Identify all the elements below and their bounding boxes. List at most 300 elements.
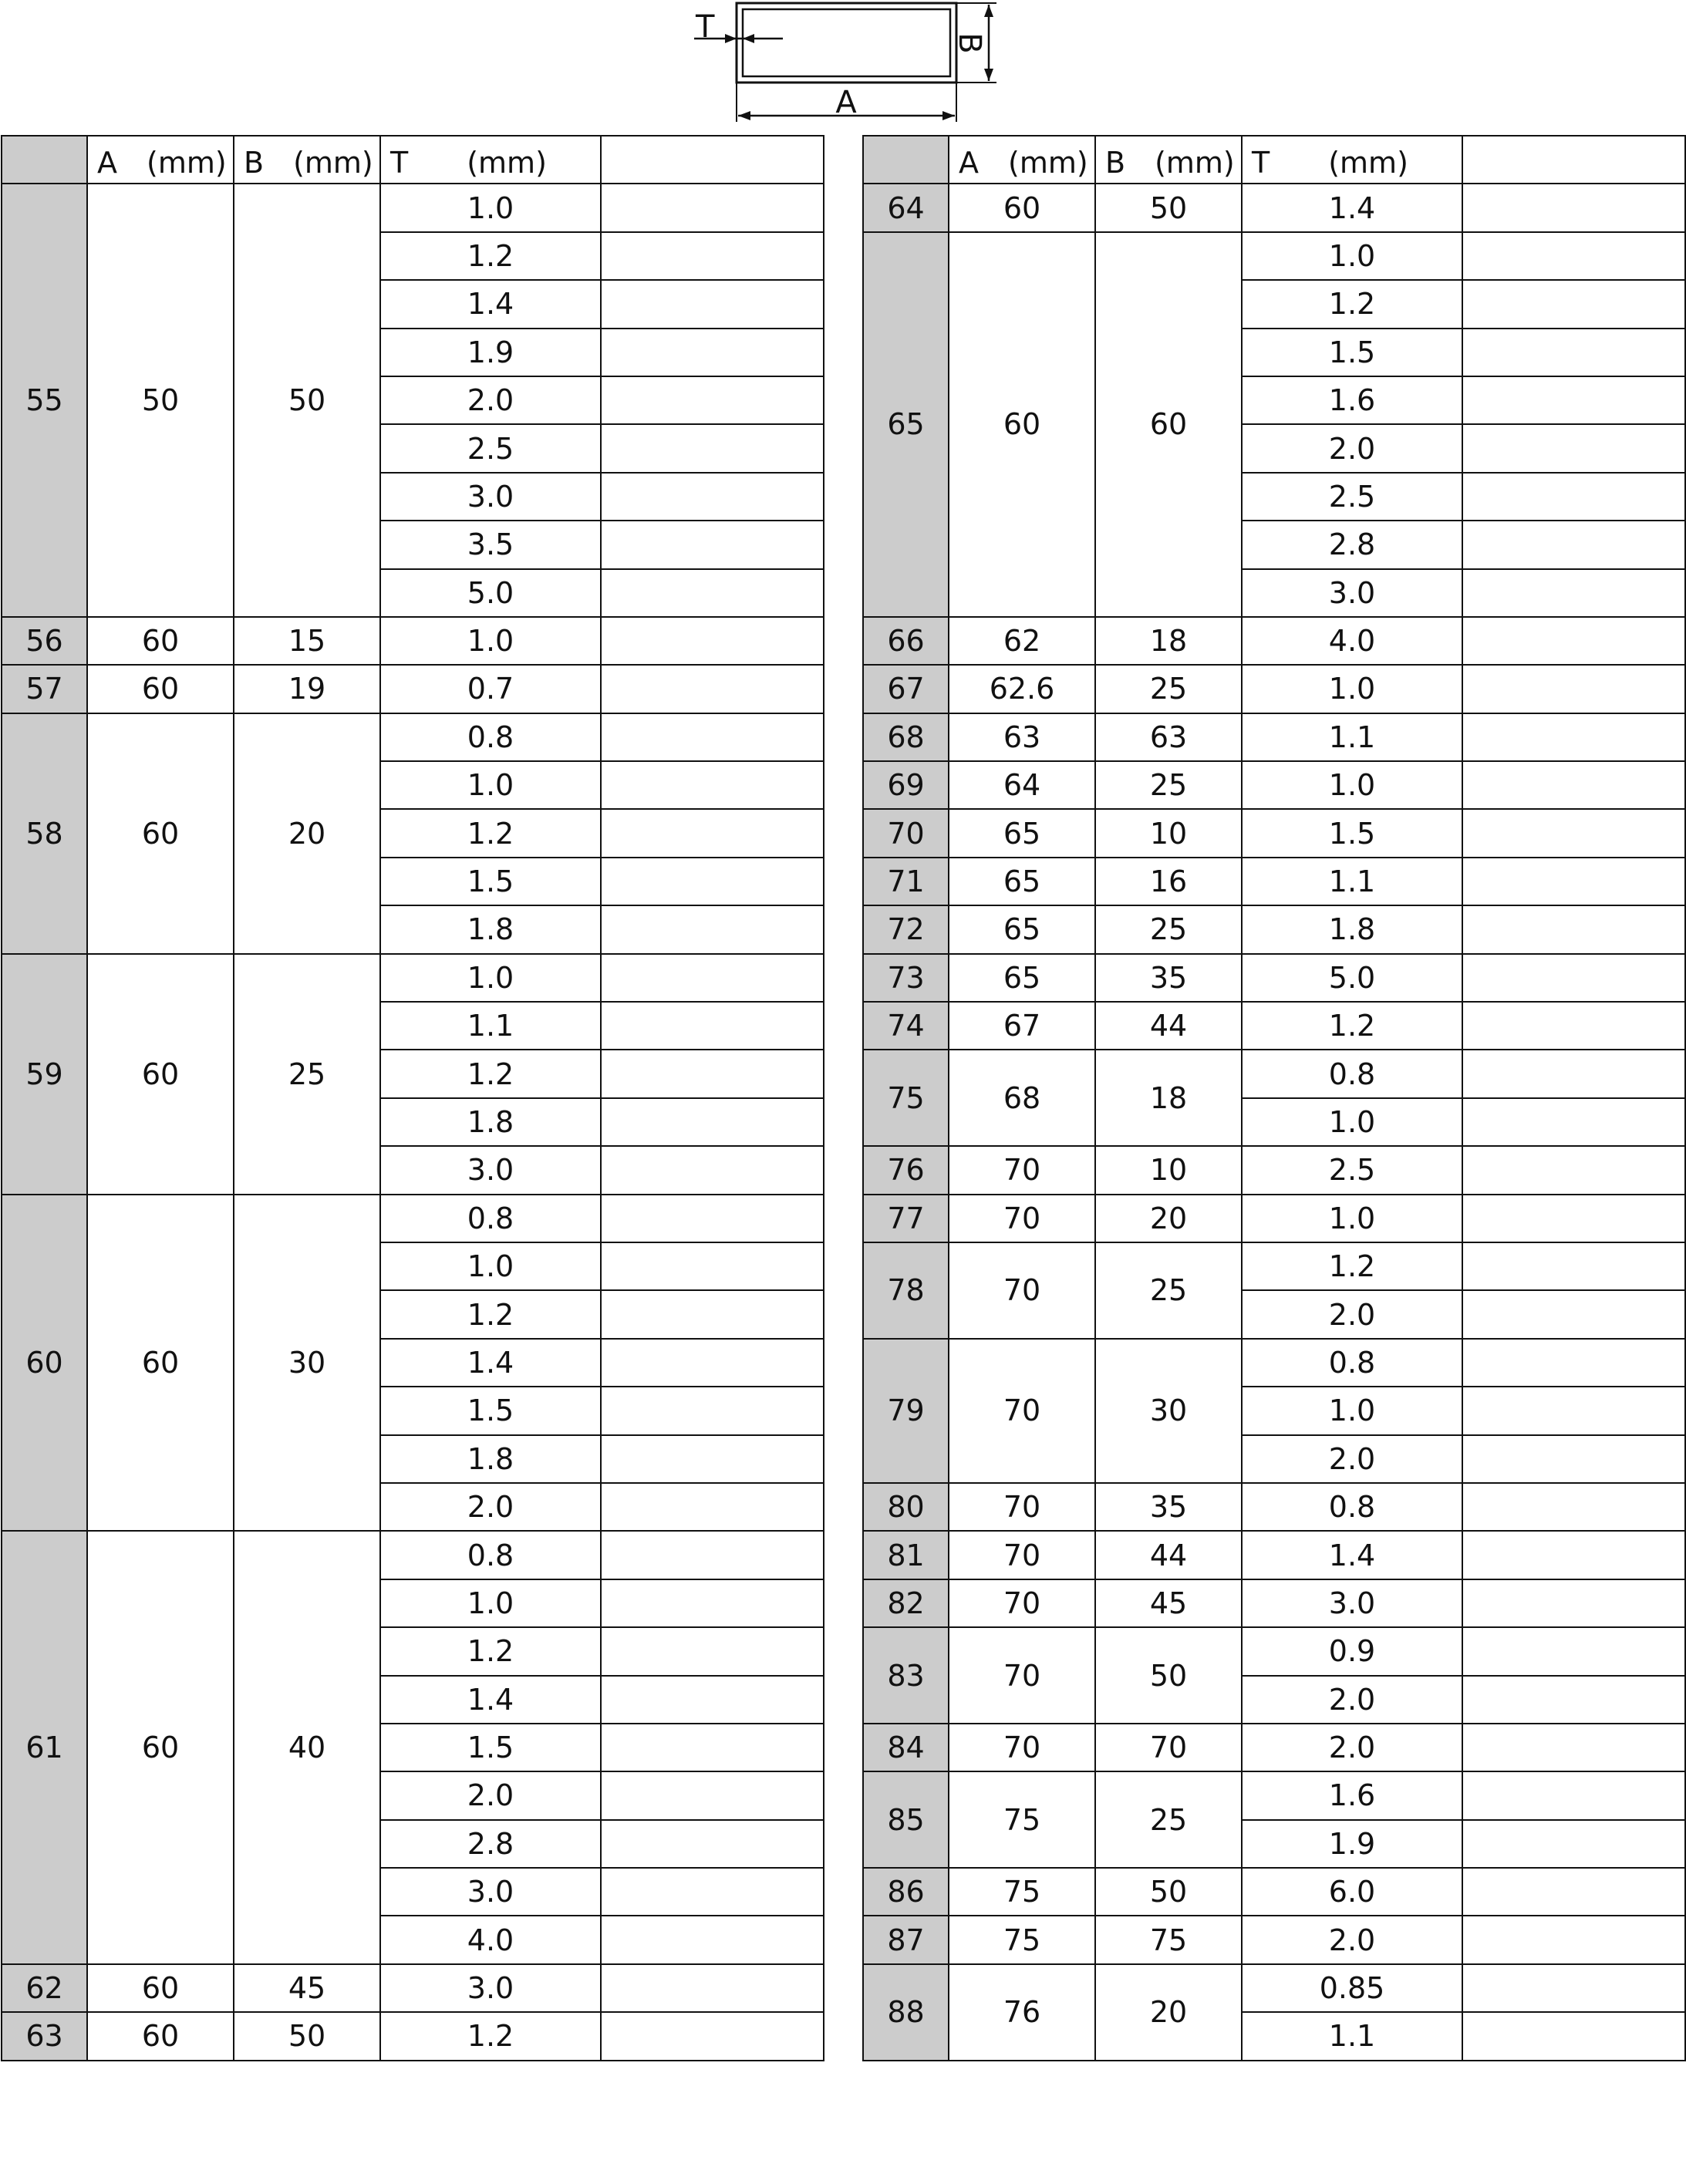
item-number-cell: 55 (2, 184, 87, 617)
dimension-a-cell: 70 (949, 1627, 1095, 1724)
item-number-cell: 56 (2, 617, 87, 665)
thickness-t-cell: 6.0 (1242, 1868, 1462, 1916)
thickness-t-cell: 2.0 (1242, 1676, 1462, 1724)
item-number-cell: 66 (863, 617, 949, 665)
thickness-t-cell: 1.0 (1242, 1195, 1462, 1242)
thickness-t-cell: 2.8 (1242, 521, 1462, 568)
item-number-cell: 83 (863, 1627, 949, 1724)
item-number-cell: 73 (863, 954, 949, 1002)
thickness-t-cell: 1.0 (380, 617, 601, 665)
blank-cell (1462, 1724, 1685, 1771)
header-a: A (mm) (949, 136, 1095, 184)
thickness-t-cell: 1.4 (380, 1339, 601, 1387)
thickness-t-cell: 2.5 (1242, 1146, 1462, 1194)
blank-cell (1462, 1435, 1685, 1483)
dimension-b-cell: 20 (1095, 1964, 1242, 2061)
blank-cell (1462, 1964, 1685, 2012)
dimension-a-cell: 65 (949, 905, 1095, 953)
blank-cell (601, 473, 824, 521)
table-row (863, 665, 1685, 713)
blank-cell (601, 280, 824, 328)
table-row (863, 1771, 1685, 1819)
blank-cell (1462, 521, 1685, 568)
blank-cell (601, 1820, 824, 1868)
blank-cell (601, 1579, 824, 1627)
dimension-a-cell: 70 (949, 1483, 1095, 1531)
label-t: T (696, 9, 715, 45)
thickness-t-cell: 0.8 (1242, 1339, 1462, 1387)
blank-cell (601, 1483, 824, 1531)
thickness-t-cell: 1.8 (380, 905, 601, 953)
item-number-cell: 57 (2, 665, 87, 713)
dimension-a-cell: 67 (949, 1002, 1095, 1050)
blank-cell (601, 1868, 824, 1916)
dimension-b-cell: 25 (1095, 905, 1242, 953)
table-row (863, 1868, 1685, 1916)
table-row (863, 1483, 1685, 1531)
dimension-a-cell: 60 (87, 617, 234, 665)
dimension-b-cell: 10 (1095, 1146, 1242, 1194)
label-b: B (952, 32, 987, 54)
item-number-cell: 69 (863, 761, 949, 809)
item-number-cell: 64 (863, 184, 949, 231)
dimension-b-cell: 50 (1095, 1868, 1242, 1916)
tube-outer-outline (737, 3, 956, 83)
table-row (863, 1916, 1685, 1963)
blank-cell (601, 2012, 824, 2060)
blank-cell (1462, 1290, 1685, 1338)
item-number-cell: 84 (863, 1724, 949, 1771)
blank-cell (601, 232, 824, 280)
dimension-a-cell: 76 (949, 1964, 1095, 2061)
thickness-t-cell: 1.4 (1242, 1531, 1462, 1579)
thickness-t-cell: 1.2 (380, 1290, 601, 1338)
blank-cell (601, 665, 824, 713)
dimension-b-cell: 45 (1095, 1579, 1242, 1627)
thickness-t-cell: 3.0 (380, 1964, 601, 2012)
dimension-b-cell: 25 (234, 954, 380, 1195)
blank-cell (1462, 1531, 1685, 1579)
table-row (863, 1002, 1685, 1050)
header-t: T (mm) (380, 136, 601, 184)
dimension-b-cell: 25 (1095, 1242, 1242, 1339)
blank-cell (601, 184, 824, 231)
blank-cell (1462, 713, 1685, 761)
table-row (2, 1531, 824, 1579)
label-a: A (835, 85, 857, 120)
dimension-a-cell: 62.6 (949, 665, 1095, 713)
item-number-cell: 82 (863, 1579, 949, 1627)
dimension-a-cell: 75 (949, 1916, 1095, 1963)
table-row (863, 1579, 1685, 1627)
thickness-t-cell: 1.2 (380, 1050, 601, 1097)
thickness-t-cell: 1.2 (380, 2012, 601, 2060)
table-row (2, 713, 824, 761)
dimension-a-cell: 60 (87, 954, 234, 1195)
dimension-b-cell: 25 (1095, 1771, 1242, 1868)
item-number-cell: 76 (863, 1146, 949, 1194)
item-number-cell: 72 (863, 905, 949, 953)
table-row (863, 713, 1685, 761)
table-row (863, 232, 1685, 280)
blank-cell (601, 761, 824, 809)
thickness-t-cell: 2.0 (1242, 1916, 1462, 1963)
blank-cell (1462, 1146, 1685, 1194)
table-row (2, 665, 824, 713)
blank-cell (601, 1916, 824, 1963)
blank-cell (601, 1724, 824, 1771)
dimension-b-cell: 18 (1095, 1050, 1242, 1146)
item-number-cell: 79 (863, 1339, 949, 1483)
blank-cell (1462, 1627, 1685, 1675)
blank-cell (1462, 1195, 1685, 1242)
dimension-b-cell: 45 (234, 1964, 380, 2012)
item-number-cell: 71 (863, 858, 949, 905)
dimension-b-cell: 50 (234, 184, 380, 617)
thickness-t-cell: 1.1 (1242, 858, 1462, 905)
thickness-t-cell: 4.0 (380, 1916, 601, 1963)
header-blank-cell (601, 136, 824, 184)
header-b: B (mm) (1095, 136, 1242, 184)
header-row (863, 136, 1685, 184)
blank-cell (601, 376, 824, 424)
dimension-a-cell: 60 (87, 1195, 234, 1532)
table-row (2, 617, 824, 665)
table-row (863, 905, 1685, 953)
blank-cell (1462, 665, 1685, 713)
thickness-t-cell: 0.8 (380, 713, 601, 761)
thickness-t-cell: 2.5 (1242, 473, 1462, 521)
thickness-t-cell: 1.6 (1242, 1771, 1462, 1819)
blank-cell (1462, 1483, 1685, 1531)
table-row (863, 954, 1685, 1002)
blank-cell (601, 1146, 824, 1194)
thickness-t-cell: 2.0 (1242, 1435, 1462, 1483)
thickness-t-cell: 2.0 (380, 376, 601, 424)
blank-cell (601, 617, 824, 665)
dimension-a-cell: 70 (949, 1531, 1095, 1579)
dimension-b-cell: 10 (1095, 809, 1242, 857)
dimension-b-cell: 16 (1095, 858, 1242, 905)
dimension-a-cell: 62 (949, 617, 1095, 665)
tube-inner-outline (743, 9, 950, 76)
thickness-t-cell: 1.2 (380, 809, 601, 857)
blank-cell (1462, 424, 1685, 472)
thickness-t-cell: 1.4 (1242, 184, 1462, 231)
thickness-t-cell: 2.0 (380, 1483, 601, 1531)
blank-cell (1462, 1868, 1685, 1916)
thickness-t-cell: 1.4 (380, 280, 601, 328)
table-row (863, 858, 1685, 905)
thickness-t-cell: 1.2 (1242, 280, 1462, 328)
dimension-a-cell: 70 (949, 1724, 1095, 1771)
blank-cell (601, 1676, 824, 1724)
thickness-t-cell: 1.0 (380, 1242, 601, 1290)
right-table-body (863, 184, 1685, 2060)
thickness-t-cell: 2.0 (1242, 424, 1462, 472)
dimension-b-cell: 63 (1095, 713, 1242, 761)
thickness-t-cell: 1.5 (1242, 329, 1462, 376)
blank-cell (601, 858, 824, 905)
blank-cell (1462, 809, 1685, 857)
item-number-cell: 74 (863, 1002, 949, 1050)
thickness-t-cell: 0.8 (1242, 1483, 1462, 1531)
blank-cell (601, 1242, 824, 1290)
dimension-a-cell: 75 (949, 1771, 1095, 1868)
thickness-t-cell: 1.8 (1242, 905, 1462, 953)
header-a: A (mm) (87, 136, 234, 184)
thickness-t-cell: 0.9 (1242, 1627, 1462, 1675)
item-number-cell: 86 (863, 1868, 949, 1916)
dimension-a-cell: 60 (87, 713, 234, 954)
thickness-t-cell: 1.4 (380, 1676, 601, 1724)
thickness-t-cell: 1.0 (1242, 761, 1462, 809)
dimension-a-cell: 50 (87, 184, 234, 617)
table-row (863, 617, 1685, 665)
dimension-b-cell: 19 (234, 665, 380, 713)
blank-cell (601, 329, 824, 376)
dimension-a-cell: 60 (87, 665, 234, 713)
left-spec-table (1, 135, 824, 2061)
thickness-t-cell: 1.2 (1242, 1002, 1462, 1050)
table-row (2, 954, 824, 1002)
item-number-cell: 68 (863, 713, 949, 761)
blank-cell (1462, 569, 1685, 617)
blank-cell (601, 905, 824, 953)
blank-cell (1462, 1916, 1685, 1963)
b-arrow-top (984, 5, 993, 17)
blank-cell (601, 954, 824, 1002)
blank-cell (1462, 1579, 1685, 1627)
table-row (863, 761, 1685, 809)
thickness-t-cell: 2.0 (1242, 1724, 1462, 1771)
blank-cell (601, 1387, 824, 1434)
blank-cell (1462, 1339, 1685, 1387)
dimension-a-cell: 60 (87, 2012, 234, 2060)
thickness-t-cell: 1.0 (1242, 1098, 1462, 1146)
table-row (2, 2012, 824, 2060)
dimension-b-cell: 30 (1095, 1339, 1242, 1483)
thickness-arrow-right (725, 34, 737, 43)
dimension-b-cell: 35 (1095, 954, 1242, 1002)
blank-cell (601, 1098, 824, 1146)
table-row (2, 1195, 824, 1242)
dimension-a-cell: 65 (949, 858, 1095, 905)
blank-cell (1462, 280, 1685, 328)
thickness-t-cell: 1.0 (380, 1579, 601, 1627)
header-t: T (mm) (1242, 136, 1462, 184)
table-row (863, 1964, 1685, 2012)
dimension-a-cell: 60 (87, 1964, 234, 2012)
b-arrow-bottom (984, 69, 993, 81)
blank-cell (1462, 1002, 1685, 1050)
dimension-a-cell: 60 (949, 184, 1095, 231)
blank-cell (601, 1195, 824, 1242)
dimension-b-cell: 50 (234, 2012, 380, 2060)
thickness-t-cell: 0.8 (380, 1531, 601, 1579)
dimension-b-cell: 44 (1095, 1531, 1242, 1579)
blank-cell (601, 521, 824, 568)
dimension-b-cell: 75 (1095, 1916, 1242, 1963)
thickness-t-cell: 1.2 (380, 232, 601, 280)
item-number-cell: 75 (863, 1050, 949, 1146)
dimension-a-cell: 70 (949, 1242, 1095, 1339)
table-row (863, 1339, 1685, 1387)
dimension-b-cell: 60 (1095, 232, 1242, 617)
blank-cell (1462, 329, 1685, 376)
dimension-b-cell: 70 (1095, 1724, 1242, 1771)
blank-cell (1462, 232, 1685, 280)
item-number-cell: 78 (863, 1242, 949, 1339)
blank-cell (1462, 1387, 1685, 1434)
item-number-cell: 81 (863, 1531, 949, 1579)
blank-cell (1462, 376, 1685, 424)
dimension-b-cell: 20 (234, 713, 380, 954)
item-number-cell: 85 (863, 1771, 949, 1868)
dimension-b-cell: 44 (1095, 1002, 1242, 1050)
dimension-a-cell: 70 (949, 1195, 1095, 1242)
item-number-cell: 70 (863, 809, 949, 857)
tube-cross-section-diagram (0, 0, 1686, 135)
thickness-t-cell: 1.5 (380, 1724, 601, 1771)
dimension-a-cell: 63 (949, 713, 1095, 761)
blank-cell (1462, 905, 1685, 953)
thickness-t-cell: 1.2 (380, 1627, 601, 1675)
blank-cell (1462, 1820, 1685, 1868)
dimension-b-cell: 40 (234, 1531, 380, 1964)
blank-cell (1462, 473, 1685, 521)
thickness-t-cell: 1.1 (1242, 713, 1462, 761)
blank-cell (601, 1002, 824, 1050)
thickness-t-cell: 2.0 (1242, 1290, 1462, 1338)
blank-cell (1462, 1050, 1685, 1097)
thickness-t-cell: 0.85 (1242, 1964, 1462, 2012)
thickness-t-cell: 3.0 (380, 1868, 601, 1916)
blank-cell (601, 1964, 824, 2012)
right-spec-table (862, 135, 1686, 2061)
table-row (863, 1050, 1685, 1097)
thickness-t-cell: 1.8 (380, 1098, 601, 1146)
header-blank-cell (1462, 136, 1685, 184)
dimension-b-cell: 25 (1095, 665, 1242, 713)
blank-cell (601, 1050, 824, 1097)
table-row (863, 1242, 1685, 1290)
thickness-arrow-left (743, 34, 754, 43)
a-arrow-left (738, 111, 750, 120)
thickness-t-cell: 1.8 (380, 1435, 601, 1483)
blank-cell (1462, 1771, 1685, 1819)
blank-cell (601, 424, 824, 472)
thickness-t-cell: 1.0 (1242, 232, 1462, 280)
item-number-cell: 77 (863, 1195, 949, 1242)
dimension-a-cell: 60 (87, 1531, 234, 1964)
thickness-t-cell: 3.0 (1242, 569, 1462, 617)
table-row (863, 1195, 1685, 1242)
blank-cell (1462, 954, 1685, 1002)
table-row (863, 1724, 1685, 1771)
thickness-t-cell: 1.2 (1242, 1242, 1462, 1290)
blank-cell (601, 1435, 824, 1483)
blank-cell (1462, 1098, 1685, 1146)
header-b: B (mm) (234, 136, 380, 184)
dimension-a-cell: 60 (949, 232, 1095, 617)
dimension-a-cell: 65 (949, 954, 1095, 1002)
header-number-cell (2, 136, 87, 184)
thickness-t-cell: 0.8 (380, 1195, 601, 1242)
item-number-cell: 58 (2, 713, 87, 954)
item-number-cell: 62 (2, 1964, 87, 2012)
item-number-cell: 65 (863, 232, 949, 617)
thickness-t-cell: 1.5 (380, 1387, 601, 1434)
dimension-b-cell: 30 (234, 1195, 380, 1532)
table-row (863, 184, 1685, 231)
dimension-b-cell: 50 (1095, 184, 1242, 231)
item-number-cell: 61 (2, 1531, 87, 1964)
thickness-t-cell: 1.0 (1242, 665, 1462, 713)
thickness-t-cell: 3.0 (380, 1146, 601, 1194)
dimension-a-cell: 68 (949, 1050, 1095, 1146)
thickness-t-cell: 1.9 (1242, 1820, 1462, 1868)
dimension-b-cell: 15 (234, 617, 380, 665)
header-number-cell (863, 136, 949, 184)
table-row (863, 1627, 1685, 1675)
table-row (863, 1531, 1685, 1579)
thickness-t-cell: 3.0 (380, 473, 601, 521)
blank-cell (1462, 184, 1685, 231)
dimension-b-cell: 35 (1095, 1483, 1242, 1531)
item-number-cell: 59 (2, 954, 87, 1195)
table-row (2, 1964, 824, 2012)
table-row (863, 809, 1685, 857)
dimension-a-cell: 64 (949, 761, 1095, 809)
item-number-cell: 60 (2, 1195, 87, 1532)
thickness-t-cell: 5.0 (1242, 954, 1462, 1002)
thickness-t-cell: 1.0 (1242, 1387, 1462, 1434)
blank-cell (601, 1627, 824, 1675)
thickness-t-cell: 1.0 (380, 954, 601, 1002)
blank-cell (601, 713, 824, 761)
thickness-t-cell: 1.5 (1242, 809, 1462, 857)
item-number-cell: 80 (863, 1483, 949, 1531)
table-row (2, 184, 824, 231)
thickness-t-cell: 2.8 (380, 1820, 601, 1868)
dimension-b-cell: 25 (1095, 761, 1242, 809)
thickness-t-cell: 3.5 (380, 521, 601, 568)
thickness-t-cell: 0.8 (1242, 1050, 1462, 1097)
item-number-cell: 67 (863, 665, 949, 713)
item-number-cell: 87 (863, 1916, 949, 1963)
item-number-cell: 88 (863, 1964, 949, 2061)
thickness-t-cell: 1.0 (380, 184, 601, 231)
thickness-t-cell: 1.9 (380, 329, 601, 376)
item-number-cell: 63 (2, 2012, 87, 2060)
blank-cell (1462, 761, 1685, 809)
dimension-b-cell: 20 (1095, 1195, 1242, 1242)
dimension-a-cell: 65 (949, 809, 1095, 857)
dimension-a-cell: 70 (949, 1579, 1095, 1627)
header-row (2, 136, 824, 184)
thickness-t-cell: 1.1 (380, 1002, 601, 1050)
dimension-a-cell: 75 (949, 1868, 1095, 1916)
blank-cell (601, 1771, 824, 1819)
blank-cell (1462, 1676, 1685, 1724)
thickness-t-cell: 3.0 (1242, 1579, 1462, 1627)
thickness-t-cell: 1.1 (1242, 2012, 1462, 2060)
table-row (863, 1146, 1685, 1194)
dimension-a-cell: 70 (949, 1339, 1095, 1483)
dimension-b-cell: 18 (1095, 617, 1242, 665)
thickness-t-cell: 0.7 (380, 665, 601, 713)
